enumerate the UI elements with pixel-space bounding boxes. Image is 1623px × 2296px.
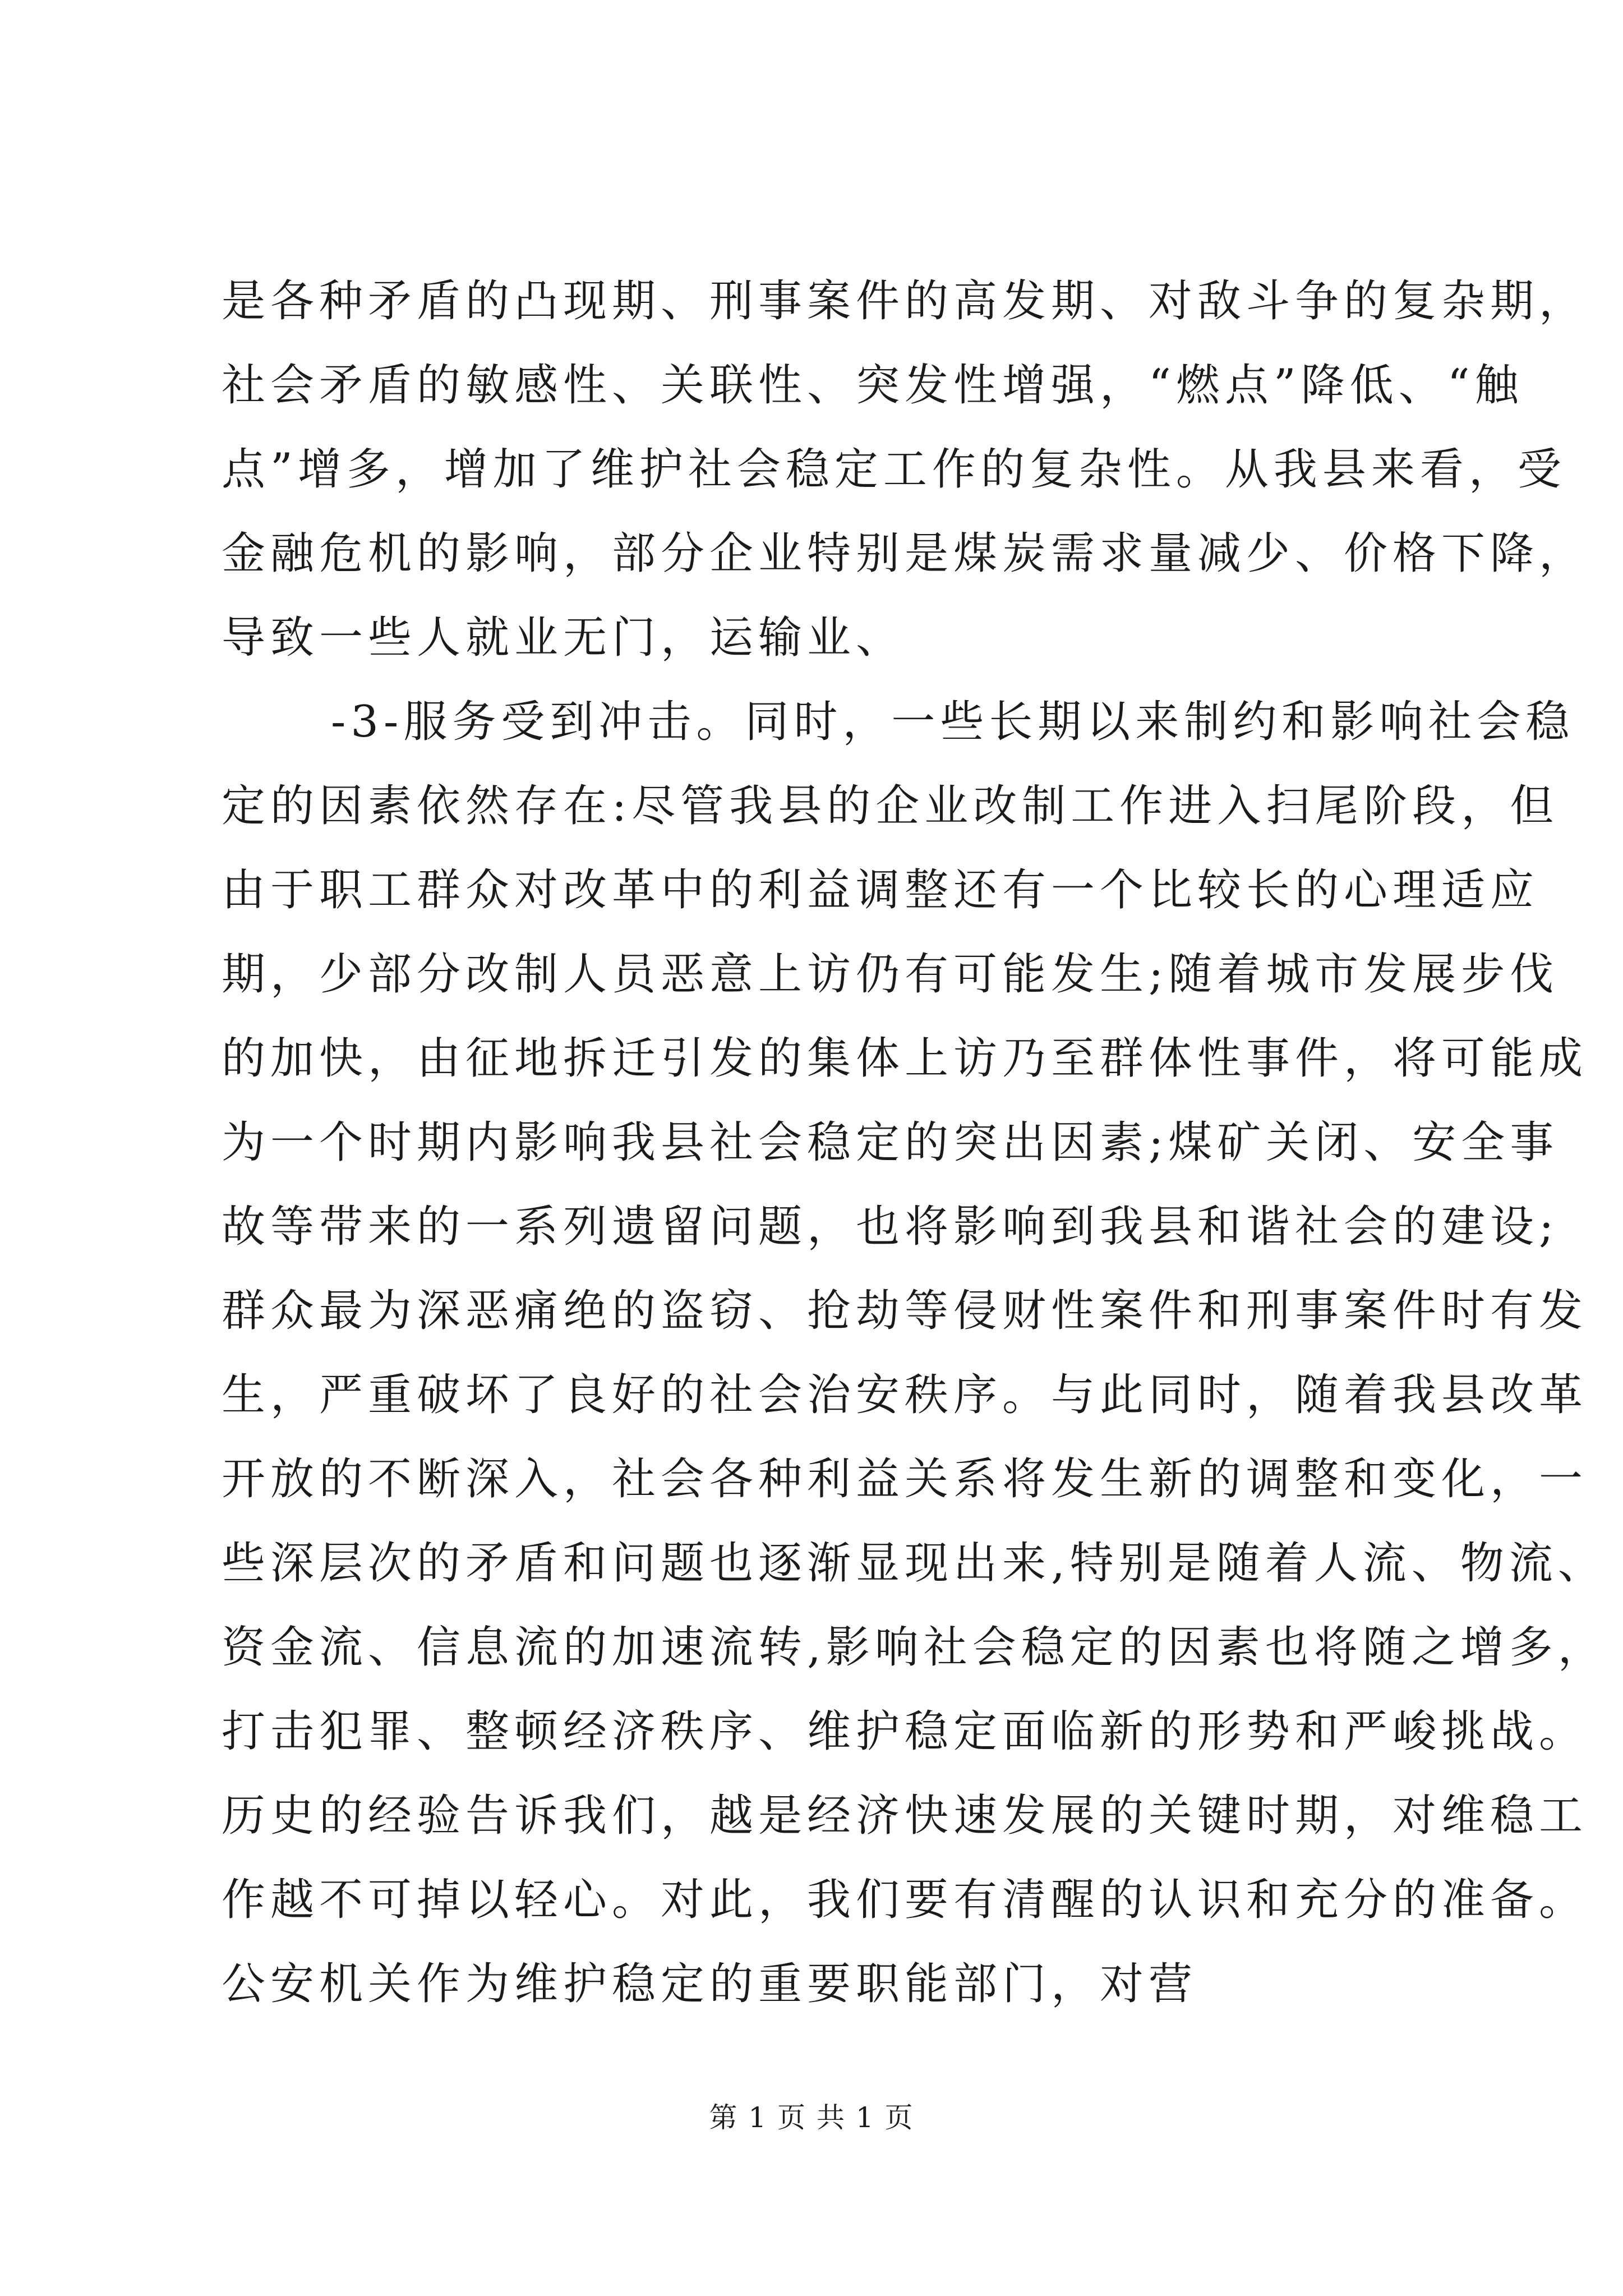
paragraph-line: 是各种矛盾的凸现期、刑事案件的高发期、对敌斗争的复杂期， <box>222 276 1588 326</box>
paragraph-line: 群众最为深恶痛绝的盗窃、抢劫等侵财性案件和刑事案件时有发 <box>222 1286 1588 1336</box>
paragraph-line: 故等带来的一系列遗留问题，也将影响到我县和谐社会的建设; <box>222 1202 1559 1252</box>
page-footer: 第 1 页 共 1 页 <box>709 2101 914 2134</box>
paragraph-line: 由于职工群众对改革中的利益调整还有一个比较长的心理适应 <box>222 865 1539 915</box>
paragraph-line: 打击犯罪、整顿经济秩序、维护稳定面临新的形势和严峻挑战。 <box>222 1706 1588 1757</box>
paragraph-line: 生，严重破坏了良好的社会治安秩序。与此同时，随着我县改革 <box>222 1370 1588 1420</box>
paragraph-line: 期，少部分改制人员恶意上访仍有可能发生;随着城市发展步伐 <box>222 949 1559 1000</box>
paragraph-line: 导致一些人就业无门，运输业、 <box>222 613 905 663</box>
paragraph-line: 公安机关作为维护稳定的重要职能部门，对营 <box>222 1959 1198 2009</box>
paragraph-line: 历史的经验告诉我们，越是经济快速发展的关键时期，对维稳工 <box>222 1791 1588 1841</box>
paragraph-line: 金融危机的影响，部分企业特别是煤炭需求量减少、价格下降， <box>222 528 1588 579</box>
paragraph-line: 社会矛盾的敏感性、关联性、突发性增强，“燃点”降低、“触 <box>222 360 1524 411</box>
paragraph-line: 些深层次的矛盾和问题也逐渐显现出来,特别是随着人流、物流、 <box>222 1538 1607 1589</box>
document-body <box>222 259 1607 2026</box>
paragraph-line: 开放的不断深入，社会各种利益关系将发生新的调整和变化，一 <box>222 1454 1588 1504</box>
paragraph-line: 点”增多，增加了维护社会稳定工作的复杂性。从我县来看，受 <box>222 444 1566 495</box>
paragraph-line: -3-服务受到冲击。同时，一些长期以来制约和影响社会稳 <box>331 697 1575 747</box>
paragraph-line: 为一个时期内影响我县社会稳定的突出因素;煤矿关闭、安全事 <box>222 1117 1559 1168</box>
paragraph-line: 的加快，由征地拆迁引发的集体上访乃至群体性事件，将可能成 <box>222 1033 1588 1084</box>
paragraph-line: 定的因素依然存在:尽管我县的企业改制工作进入扫尾阶段，但 <box>222 781 1559 831</box>
paragraph-line: 作越不可掉以轻心。对此，我们要有清醒的认识和充分的准备。 <box>222 1875 1588 1925</box>
paragraph-line: 资金流、信息流的加速流转,影响社会稳定的因素也将随之增多， <box>222 1622 1607 1673</box>
